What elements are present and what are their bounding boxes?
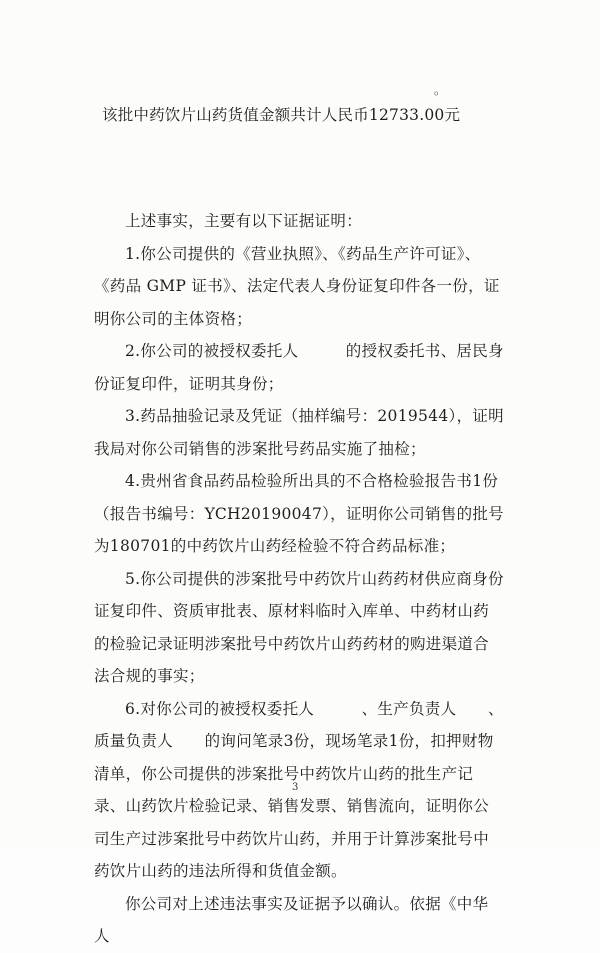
paragraph-confirmation: 你公司对上述违法事实及证据予以确认。依据《中华人 xyxy=(94,894,489,945)
paragraph-evidence-5: 5.你公司提供的涉案批号中药饮片山药药材供应商身份证复印件、资质审批表、原材料临时入库单、中药材山药的检验记录证明涉案批号中药饮片山药药材的购进渠道合法合规的事实； xyxy=(94,569,504,685)
paragraph-evidence-intro: 上述事实，主要有以下证据证明： xyxy=(125,212,363,230)
small-mark: 。 xyxy=(434,83,447,97)
paragraph-evidence-2: 2.你公司的被授权委托人 的授权委托书、居民身份证复印件，证明其身份； xyxy=(94,342,504,393)
body-text xyxy=(94,205,504,953)
paragraph-evidence-4: 4.贵州省食品药品检验所出具的不合格检验报告书1份（报告书编号：YCH20190047），证明你公司销售的批号为180701的中药饮片山药经检验不符合药品标准； xyxy=(94,472,504,555)
paragraph-evidence-3: 3.药品抽验记录及凭证（抽样编号：2019544），证明我局对你公司销售的涉案批号药品实施了抽检； xyxy=(94,407,504,458)
paragraph-evidence-1: 1.你公司提供的《营业执照》、《药品生产许可证》、《药品 GMP 证书》、法定代表人身份证复印件各一份，证明你公司的主体资格； xyxy=(94,244,500,328)
page-number: 3 xyxy=(292,782,299,793)
paragraph-evidence-6: 6.对你公司的被授权委托人 、生产负责人 、质量负责人 的询问笔录3份，现场笔录1份，扣押财物清单，你公司提供的涉案批号中药饮片山药的批生产记录、山药饮片检验记录、销售发票、销售流向，证明你公司生产过涉案批号中药饮片山药，并用于计算涉案批号中药饮片山药的违法所得和货值金额。 xyxy=(94,699,504,880)
amount-line: 该批中药饮片山药货值金额共计人民币12733.00元 xyxy=(102,106,461,124)
